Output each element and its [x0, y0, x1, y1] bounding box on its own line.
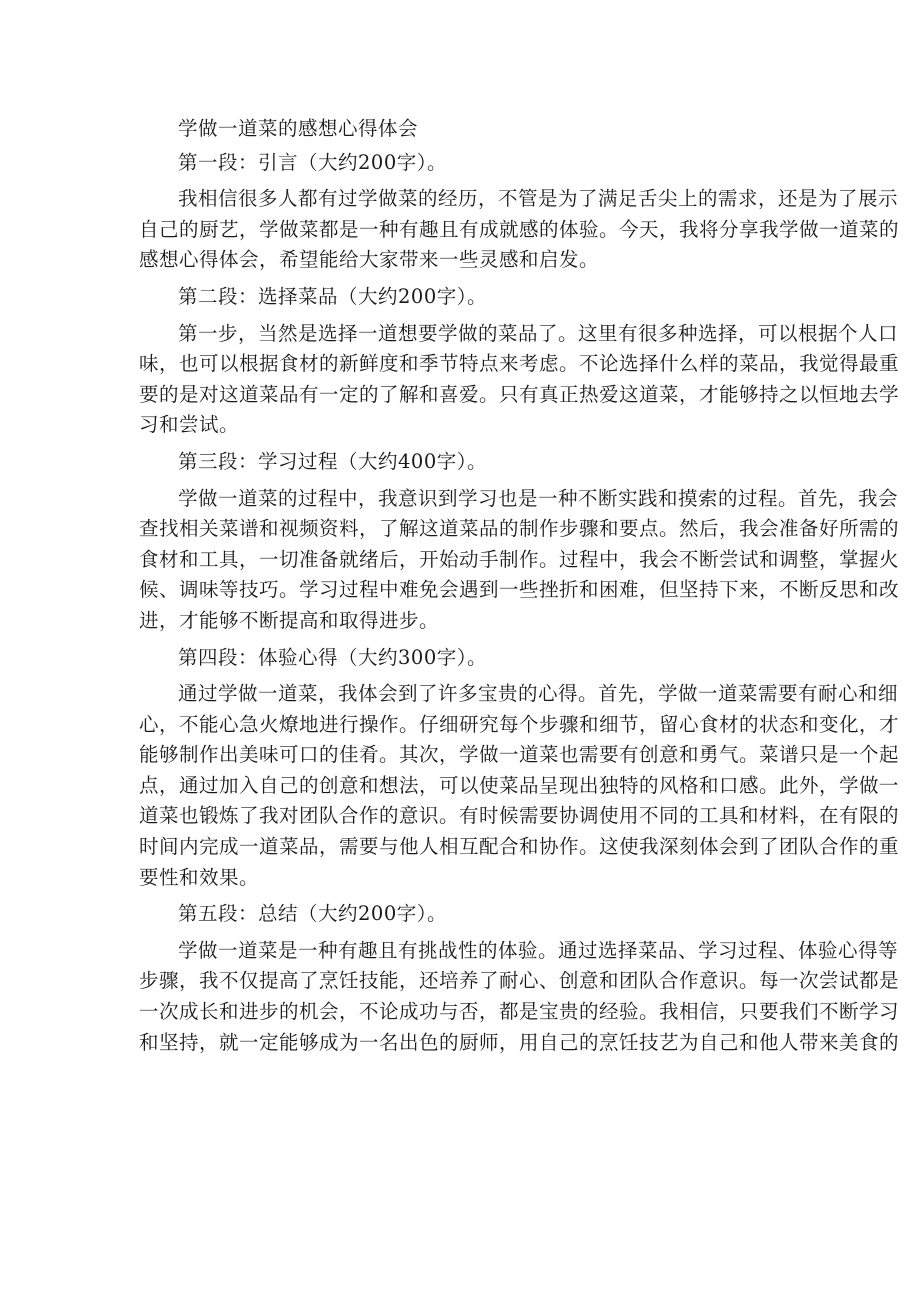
paragraph-line: 进，才能够不断提高和取得进步。 — [139, 608, 440, 632]
section-heading-1: 第一段：引言（大约200字）。 — [178, 150, 447, 174]
section-heading-2: 第二段：选择菜品（大约200字）。 — [178, 284, 487, 308]
paragraph-line: 能够制作出美味可口的佳肴。其次，学做一道菜也需要有创意和勇气。菜谱只是一个起 — [139, 743, 900, 767]
paragraph-line: 通过学做一道菜，我体会到了许多宝贵的心得。首先，学做一道菜需要有耐心和细 — [178, 682, 899, 706]
section-heading-5: 第五段：总结（大约200字）。 — [178, 902, 447, 926]
paragraph-line: 查找相关菜谱和视频资料，了解这道菜品的制作步骤和要点。然后，我会准备好所需的 — [139, 517, 900, 541]
section-body-2 — [139, 319, 900, 441]
paragraph-line: 点，通过加入自己的创意和想法，可以使菜品呈现出独特的风格和口感。此外，学做一 — [139, 773, 900, 797]
section-body-3 — [139, 484, 900, 637]
paragraph-line: 和坚持，就一定能够成为一名出色的厨师，用自己的烹饪技艺为自己和他人带来美食的 — [139, 1030, 900, 1054]
paragraph-line: 学做一道菜的过程中，我意识到学习也是一种不断实践和摸索的过程。首先，我会 — [178, 486, 899, 510]
paragraph-line: 学做一道菜是一种有趣且有挑战性的体验。通过选择菜品、学习过程、体验心得等 — [178, 938, 899, 962]
paragraph-line: 一次成长和进步的机会，不论成功与否，都是宝贵的经验。我相信，只要我们不断学习 — [139, 1000, 900, 1024]
section-body-4 — [139, 679, 900, 893]
document-page — [139, 114, 900, 1058]
section-heading-3: 第三段：学习过程（大约400字）。 — [178, 449, 487, 473]
document-title: 学做一道菜的感想心得体会 — [178, 117, 419, 140]
paragraph-line: 要的是对这道菜品有一定的了解和喜爱。只有真正热爱这道菜，才能够持之以恒地去学 — [139, 382, 900, 406]
paragraph-line: 味，也可以根据食材的新鲜度和季节特点来考虑。不论选择什么样的菜品，我觉得最重 — [139, 352, 900, 376]
paragraph-line: 习和尝试。 — [139, 413, 240, 437]
section-body-1 — [139, 184, 900, 276]
section-heading-4: 第四段：体验心得（大约300字）。 — [178, 645, 487, 669]
paragraph-line: 时间内完成一道菜品，需要与他人相互配合和协作。这使我深刻体会到了团队合作的重 — [139, 835, 900, 859]
paragraph-line: 心，不能心急火燎地进行操作。仔细研究每个步骤和细节，留心食材的状态和变化，才 — [139, 712, 900, 736]
paragraph-line: 自己的厨艺，学做菜都是一种有趣且有成就感的体验。今天，我将分享我学做一道菜的 — [139, 217, 900, 241]
paragraph-line: 步骤，我不仅提高了烹饪技能，还培养了耐心、创意和团队合作意识。每一次尝试都是 — [139, 969, 900, 993]
paragraph-line: 要性和效果。 — [139, 865, 260, 889]
paragraph-line: 食材和工具，一切准备就绪后，开始动手制作。过程中，我会不断尝试和调整，掌握火 — [139, 547, 900, 571]
section-body-5 — [139, 936, 900, 1058]
paragraph-line: 道菜也锻炼了我对团队合作的意识。有时候需要协调使用不同的工具和材料，在有限的 — [139, 804, 900, 828]
paragraph-line: 第一步，当然是选择一道想要学做的菜品了。这里有很多种选择，可以根据个人口 — [178, 321, 899, 345]
paragraph-line: 候、调味等技巧。学习过程中难免会遇到一些挫折和困难，但坚持下来，不断反思和改 — [139, 578, 900, 602]
paragraph-line: 感想心得体会，希望能给大家带来一些灵感和启发。 — [139, 248, 600, 272]
paragraph-line: 我相信很多人都有过学做菜的经历，不管是为了满足舌尖上的需求，还是为了展示 — [178, 187, 899, 211]
